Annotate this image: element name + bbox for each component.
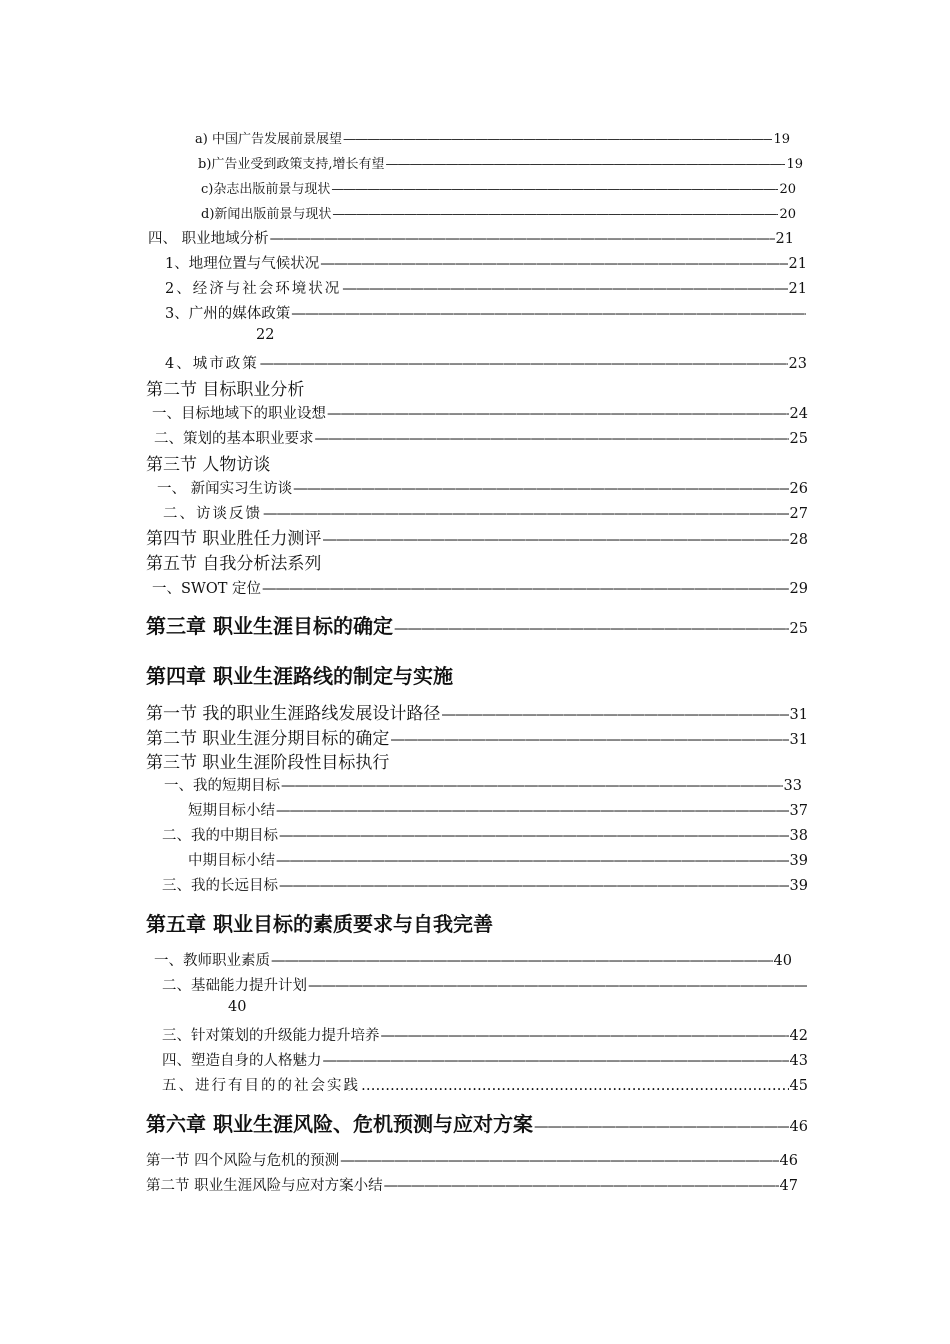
toc-entry-label: 第三节 职业生涯阶段性目标执行	[146, 753, 390, 773]
toc-section-heading[interactable]	[146, 450, 646, 475]
toc-entry-label: 第二节 职业生涯风险与应对方案小结	[146, 1178, 383, 1194]
toc-page-number: 40	[228, 999, 247, 1015]
toc-leader	[281, 778, 783, 794]
toc-entry[interactable]	[146, 524, 808, 549]
toc-entry[interactable]	[162, 1049, 808, 1070]
toc-entry-label: 第二节 职业生涯分期目标的确定	[146, 729, 390, 749]
toc-entry-label: 二、访谈反馈	[163, 506, 262, 522]
toc-entry-label: 3、广州的媒体政策	[165, 306, 291, 322]
toc-entry[interactable]	[146, 699, 808, 724]
toc-page-number: 45	[789, 1078, 808, 1094]
toc-page-number: 23	[788, 356, 807, 372]
toc-entry[interactable]	[157, 477, 808, 498]
toc-leader	[263, 506, 789, 522]
toc-entry[interactable]	[154, 427, 808, 448]
toc-page-number: 20	[779, 182, 796, 197]
toc-page-number: 46	[779, 1153, 798, 1169]
toc-leader	[340, 1153, 778, 1169]
toc-leader	[394, 621, 789, 637]
toc-entry[interactable]	[162, 1074, 808, 1095]
toc-entry-label: 二、策划的基本职业要求	[154, 431, 314, 447]
toc-chapter-entry[interactable]	[146, 610, 808, 639]
toc-page-number: 21	[775, 231, 794, 247]
toc-leader	[384, 1178, 779, 1194]
toc-leader	[315, 431, 789, 447]
toc-leader	[262, 581, 789, 597]
toc-leader	[260, 356, 788, 372]
toc-leader	[291, 306, 806, 322]
toc-entry[interactable]	[146, 1174, 798, 1195]
toc-page-number: 39	[789, 878, 808, 894]
toc-entry-label: 三、我的长远目标	[162, 878, 278, 894]
toc-leader	[279, 828, 789, 844]
toc-entry[interactable]	[201, 203, 796, 222]
toc-page-number: 21	[788, 256, 807, 272]
toc-page-number: 26	[789, 481, 808, 497]
toc-leader	[332, 207, 778, 222]
toc-entry-label: 第四节 职业胜任力测评	[146, 529, 322, 549]
toc-entry-label: 2、经济与社会环境状况	[165, 281, 342, 297]
toc-page-number: 21	[788, 281, 807, 297]
toc-entry-label: 一、目标地域下的职业设想	[152, 406, 326, 422]
toc-entry-label: 一、 新闻实习生访谈	[157, 481, 293, 497]
toc-entry-label: 第五节 自我分析法系列	[146, 554, 322, 574]
toc-entry[interactable]	[162, 1024, 808, 1045]
toc-page-number: 31	[789, 707, 808, 723]
toc-leader	[276, 853, 789, 869]
toc-page-number: 19	[786, 157, 803, 172]
toc-entry-label: 第五章 职业目标的素质要求与自我完善	[146, 912, 493, 936]
toc-leader	[331, 182, 778, 197]
toc-leader	[386, 157, 786, 172]
toc-page-number: 46	[789, 1119, 808, 1135]
toc-page-number: 43	[789, 1053, 808, 1069]
toc-page-number: 25	[789, 621, 808, 637]
toc-entry[interactable]	[163, 502, 808, 523]
toc-entry-label: 一、教师职业素质	[154, 953, 270, 969]
toc-leader	[320, 256, 787, 272]
toc-entry-label: 第三章 职业生涯目标的确定	[146, 614, 393, 638]
toc-entry-label: 第三节 人物访谈	[146, 455, 271, 475]
toc-entry-label: 四、 职业地域分析	[148, 231, 269, 247]
toc-leader	[361, 1078, 789, 1094]
toc-entry[interactable]	[164, 774, 802, 795]
toc-page-number: 47	[779, 1178, 798, 1194]
toc-entry[interactable]	[165, 302, 807, 323]
toc-chapter-entry[interactable]	[146, 1108, 808, 1137]
toc-entry[interactable]	[165, 252, 807, 273]
toc-page-number: 38	[789, 828, 808, 844]
toc-entry-label: 第一节 我的职业生涯路线发展设计路径	[146, 704, 441, 724]
toc-section-heading[interactable]	[146, 748, 646, 773]
toc-leader	[343, 132, 772, 147]
toc-entry-label: 第四章 职业生涯路线的制定与实施	[146, 664, 453, 688]
toc-leader	[279, 878, 789, 894]
toc-entry[interactable]	[152, 577, 808, 598]
toc-page-number: 39	[789, 853, 808, 869]
toc-leader	[276, 803, 789, 819]
toc-page-number: 27	[789, 506, 808, 522]
toc-page-number: 31	[789, 732, 808, 748]
toc-entry-label: 二、基础能力提升计划	[162, 978, 307, 994]
toc-entry[interactable]	[165, 277, 807, 298]
toc-section-heading[interactable]	[146, 375, 646, 400]
toc-leader	[381, 1028, 789, 1044]
toc-page-number: 25	[789, 431, 808, 447]
toc-entry-label: 一、我的短期目标	[164, 778, 280, 794]
toc-entry[interactable]	[146, 724, 808, 749]
toc-entry-label: 1、地理位置与气候状况	[165, 256, 320, 272]
toc-entry[interactable]	[162, 874, 808, 895]
toc-leader	[327, 406, 789, 422]
toc-entry-label: 第六章 职业生涯风险、危机预测与应对方案	[146, 1112, 533, 1136]
toc-entry[interactable]	[188, 849, 808, 870]
toc-entry-label: 中期目标小结	[188, 853, 275, 869]
toc-entry-label: 一、SWOT 定位	[152, 581, 262, 597]
toc-entry-label: a) 中国广告发展前景展望	[195, 132, 342, 147]
toc-entry-label: 4、城市政策	[165, 356, 259, 372]
toc-entry[interactable]	[146, 1149, 798, 1170]
toc-entry[interactable]	[188, 799, 808, 820]
toc-leader	[534, 1119, 789, 1135]
toc-page-number: 40	[773, 953, 792, 969]
toc-section-heading[interactable]	[146, 549, 646, 574]
toc-leader	[270, 231, 775, 247]
toc-entry-label: 短期目标小结	[188, 803, 275, 819]
toc-entry-label: 第二节 目标职业分析	[146, 380, 305, 400]
toc-entry[interactable]	[201, 178, 796, 197]
toc-entry-label: 四、塑造自身的人格魅力	[162, 1053, 322, 1069]
toc-leader	[390, 732, 788, 748]
toc-page-number: 19	[773, 132, 790, 147]
toc-page-number: 24	[789, 406, 808, 422]
toc-page-number: 33	[783, 778, 802, 794]
toc-page-number: 28	[789, 532, 808, 548]
toc-entry-label: d)新闻出版前景与现状	[201, 207, 332, 222]
toc-leader	[322, 532, 788, 548]
toc-entry-label: 二、我的中期目标	[162, 828, 278, 844]
toc-entry[interactable]	[148, 227, 794, 248]
toc-entry[interactable]	[162, 974, 808, 995]
toc-entry[interactable]	[165, 352, 807, 373]
toc-entry-label: c)杂志出版前景与现状	[201, 182, 331, 197]
toc-entry[interactable]	[162, 824, 808, 845]
toc-leader	[323, 1053, 789, 1069]
toc-leader	[342, 281, 787, 297]
toc-page-number: 29	[789, 581, 808, 597]
toc-chapter-heading[interactable]	[146, 908, 746, 937]
toc-page-number: 42	[789, 1028, 808, 1044]
toc-entry-label: 三、针对策划的升级能力提升培养	[162, 1028, 380, 1044]
toc-entry-label: 第一节 四个风险与危机的预测	[146, 1153, 340, 1169]
toc-leader	[441, 707, 788, 723]
toc-leader	[308, 978, 807, 994]
toc-entry[interactable]	[198, 153, 803, 172]
toc-chapter-heading[interactable]	[146, 660, 746, 689]
toc-leader	[271, 953, 773, 969]
toc-entry[interactable]	[152, 402, 808, 423]
toc-entry-label: b)广告业受到政策支持,增长有望	[198, 157, 385, 172]
toc-page-number: 20	[779, 207, 796, 222]
toc-page-number: 37	[789, 803, 808, 819]
toc-page-number: 22	[256, 327, 275, 343]
toc-entry[interactable]	[154, 949, 792, 970]
toc-entry[interactable]	[195, 128, 790, 147]
toc-leader	[293, 481, 788, 497]
toc-entry-label: 五、进行有目的的社会实践	[162, 1078, 360, 1094]
